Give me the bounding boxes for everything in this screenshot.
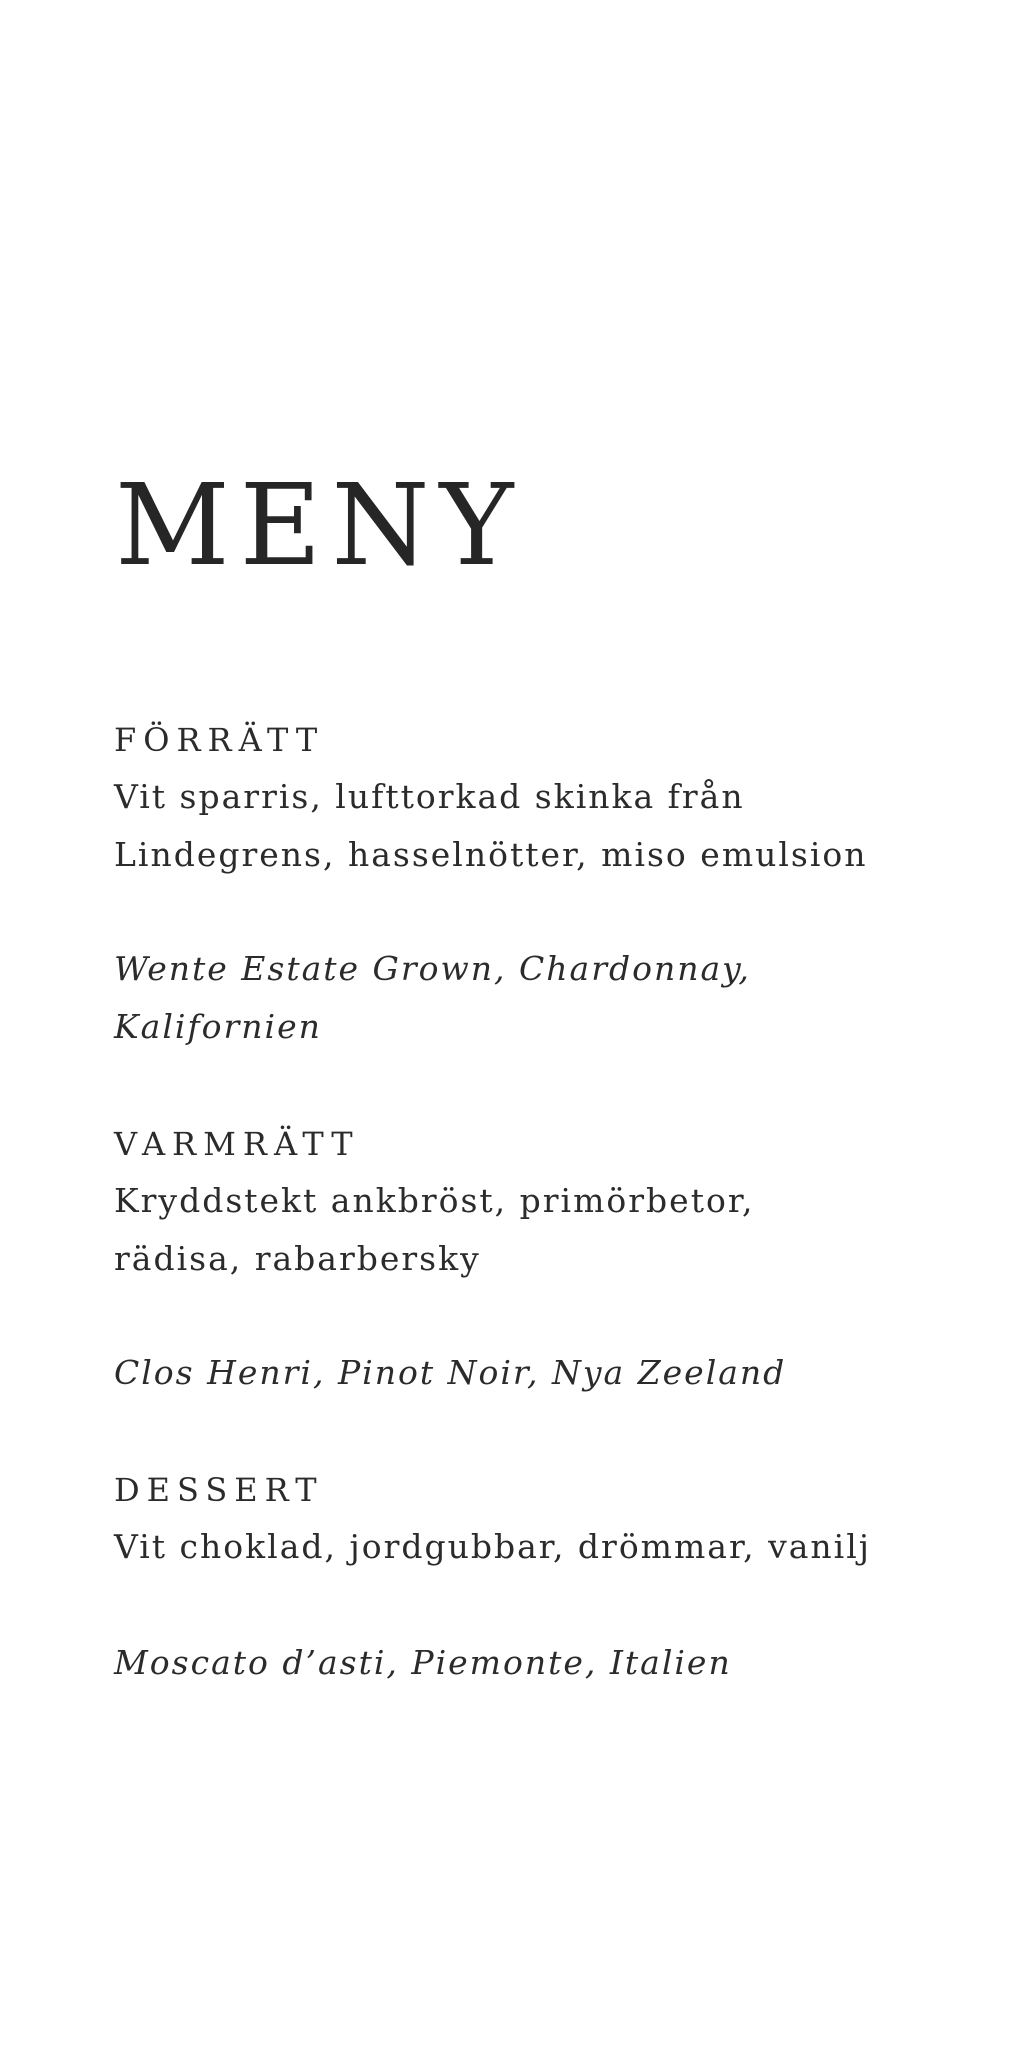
course-label-starter: FÖRRÄTT <box>114 721 325 759</box>
course-label-main: VARMRÄTT <box>114 1125 360 1163</box>
menu-title: MENY <box>115 461 524 591</box>
course-label-dessert: DESSERT <box>114 1471 324 1509</box>
wine-line-dessert-1: Moscato d’asti, Piemonte, Italien <box>114 1643 732 1682</box>
dish-line-starter-2: Lindegrens, hasselnötter, miso emulsion <box>114 835 868 874</box>
dish-line-main-2: rädisa, rabarbersky <box>114 1239 481 1278</box>
dish-line-dessert-1: Vit choklad, jordgubbar, drömmar, vanilj <box>114 1527 871 1566</box>
dish-line-starter-1: Vit sparris, lufttorkad skinka från <box>114 777 745 816</box>
wine-line-starter-2: Kalifornien <box>114 1007 322 1046</box>
wine-line-starter-1: Wente Estate Grown, Chardonnay, <box>114 949 751 988</box>
dish-line-main-1: Kryddstekt ankbröst, primörbetor, <box>114 1181 755 1220</box>
wine-line-main-1: Clos Henri, Pinot Noir, Nya Zeeland <box>114 1353 787 1392</box>
